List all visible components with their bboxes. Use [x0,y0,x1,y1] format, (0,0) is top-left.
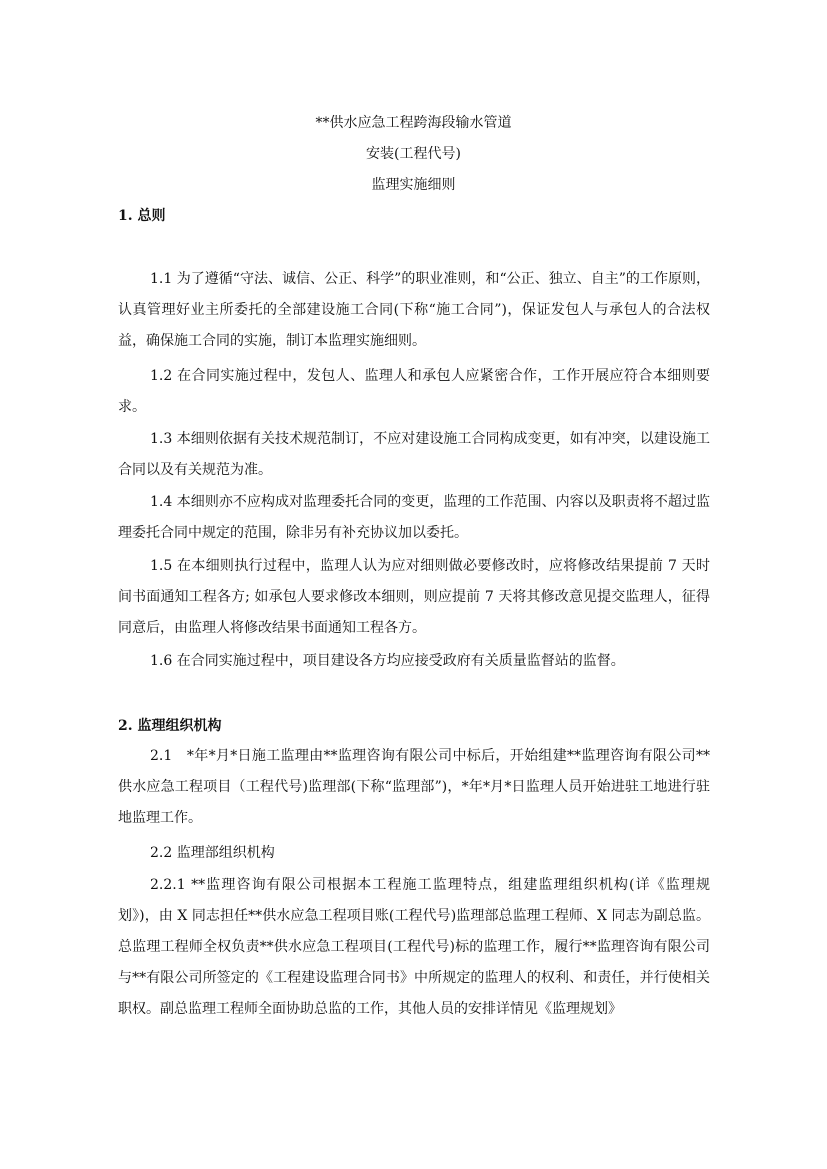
document-title-line-1: **供水应急工程跨海段输水管道 [315,115,512,131]
document-title-line-3: 监理实施细则 [371,177,456,193]
paragraph-1-6: 1.6 在合同实施过程中，项目建设各方均应接受政府有关质量监督站的监督。 [150,653,625,669]
paragraph-1-4: 1.4 本细则亦不应构成对监理委托合同的变更，监理的工作范围、内容以及职责将不超过监理委托合同中规定的范围，除非另有补充协议加以委托。 [118,494,710,541]
paragraph-1-2: 1.2 在合同实施过程中，发包人、监理人和承包人应紧密合作，工作开展应符合本细则要求。 [118,368,710,415]
section-2-heading: 2. 监理组织机构 [118,718,222,734]
paragraph-2-2: 2.2 监理部组织机构 [150,845,275,861]
paragraph-1-5: 1.5 在本细则执行过程中，监理人认为应对细则做必要修改时，应将修改结果提前 7 天时间书面通知工程各方; 如承包人要求修改本细则，则应提前 7 天将其修改意见提交监理人，征得同意后，由监理人将修改结果书面通知工程各方。 [118,558,710,636]
paragraph-1-3: 1.3 本细则依据有关技术规范制订，不应对建设施工合同构成变更，如有冲突，以建设施工合同以及有关规范为准。 [118,431,710,478]
paragraph-2-2-1: 2.2.1 **监理咨询有限公司根据本工程施工监理特点，组建监理组织机构(详《监理规划》)，由 X 同志担任**供水应急工程项目账(工程代号)监理部总监理工程师、X 同志为副总监。总监理工程师全权负责**供水应急工程项目(工程代号)标的监理工作，履行**监理咨询有限公司与**有限公司所签定的《工程建设监理合同书》中所规定的监理人的权利、和责任，并行使相关职权。副总监理工程师全面协助总监的工作，其他人员的安排详情见《监理规划》 [118,877,710,1017]
document-title-line-2: 安装(工程代号) [366,146,461,162]
paragraph-2-1: 2.1 *年*月*日施工监理由**监理咨询有限公司中标后，开始组建**监理咨询有限公司**供水应急工程项目（工程代号)监理部(下称“监理部”)，*年*月*日监理人员开始进驻工地进行驻地监理工作。 [118,748,710,826]
section-1-heading: 1. 总则 [118,208,166,224]
paragraph-1-1: 1.1 为了遵循“守法、诚信、公正、科学”的职业准则，和“公正、独立、自主”的工作原则，认真管理好业主所委托的全部建设施工合同(下称“施工合同”)，保证发包人与承包人的合法权益，确保施工合同的实施，制订本监理实施细则。 [118,271,710,349]
